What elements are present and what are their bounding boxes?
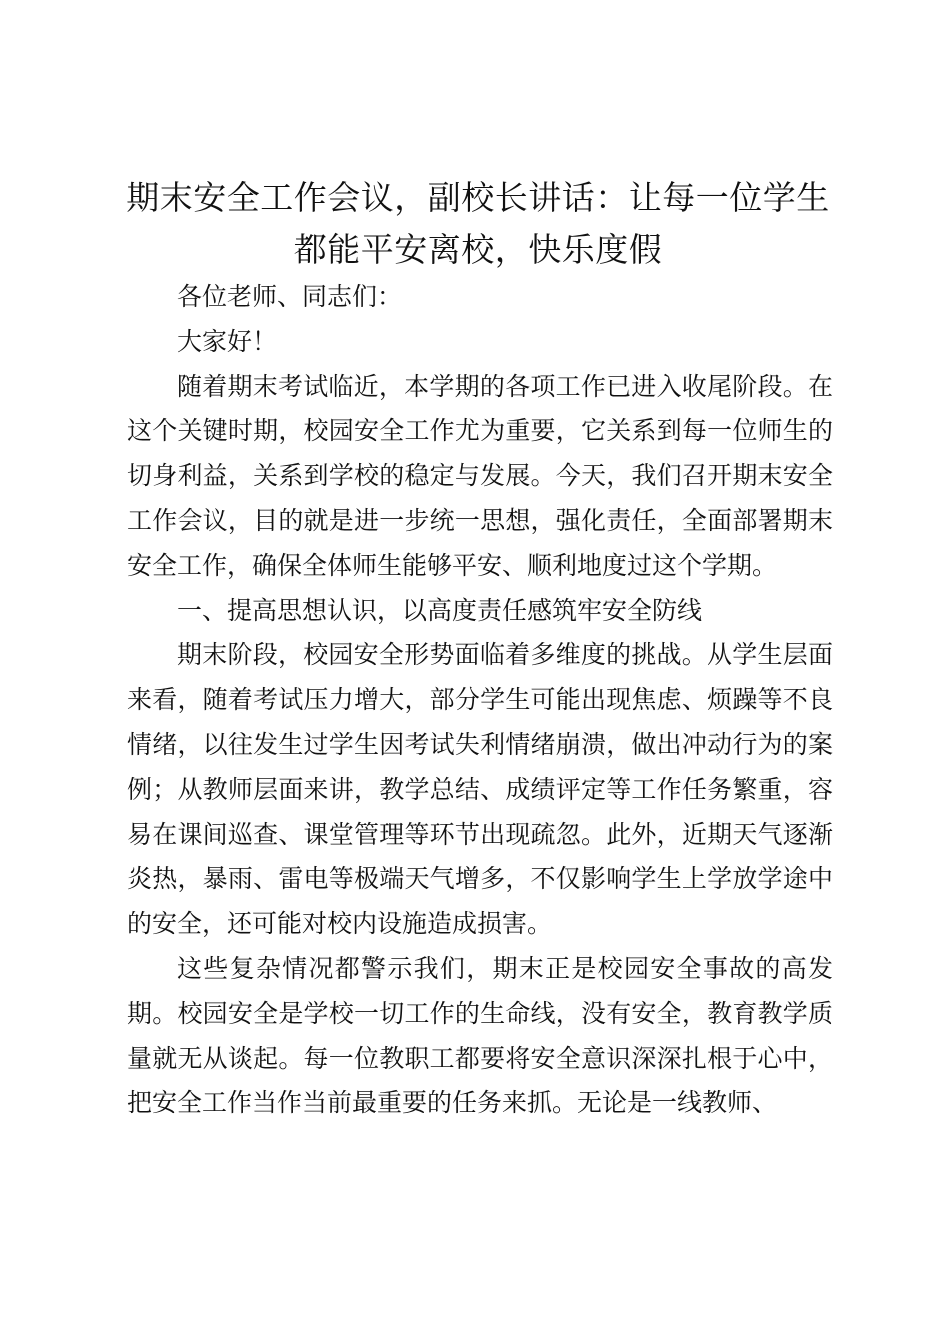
paragraph-warning: 这些复杂情况都警示我们，期末正是校园安全事故的高发期。校园安全是学校一切工作的生命线，没有安全，教育教学质量就无从谈起。每一位教职工都要将安全意识深深扎根于心中，把安全工作当作当前最重要的任务来抓。无论是一线教师、 — [127, 953, 833, 1118]
paragraph-challenges: 期末阶段，校园安全形势面临着多维度的挑战。从学生层面来看，随着考试压力增大，部分学生可能出现焦虑、烦躁等不良情绪，以往发生过学生因考试失利情绪崩溃，做出冲动行为的案例；从教师层面来讲，教学总结、成绩评定等工作任务繁重，容易在课间巡查、课堂管理等环节出现疏忽。此外，近期天气逐渐炎热，暴雨、雷电等极端天气增多，不仅影响学生上学放学途中的安全，还可能对校内设施造成损害。 — [127, 640, 833, 939]
greeting: 大家好！ — [177, 326, 278, 356]
document-body — [127, 275, 833, 1126]
salutation: 各位老师、同志们： — [177, 282, 403, 311]
section-heading-1: 一、提高思想认识，以高度责任感筑牢安全防线 — [177, 595, 703, 625]
document-title: 期末安全工作会议，副校长讲话：让每一位学生都能平安离校，快乐度假 — [126, 178, 830, 269]
paragraph-intro: 随着期末考试临近，本学期的各项工作已进入收尾阶段。在这个关键时期，校园安全工作尤为重要，它关系到每一位师生的切身利益，关系到学校的稳定与发展。今天，我们召开期末安全工作会议，目的就是进一步统一思想，强化责任，全面部署期末安全工作，确保全体师生能够平安、顺利地度过这个学期。 — [127, 371, 833, 580]
